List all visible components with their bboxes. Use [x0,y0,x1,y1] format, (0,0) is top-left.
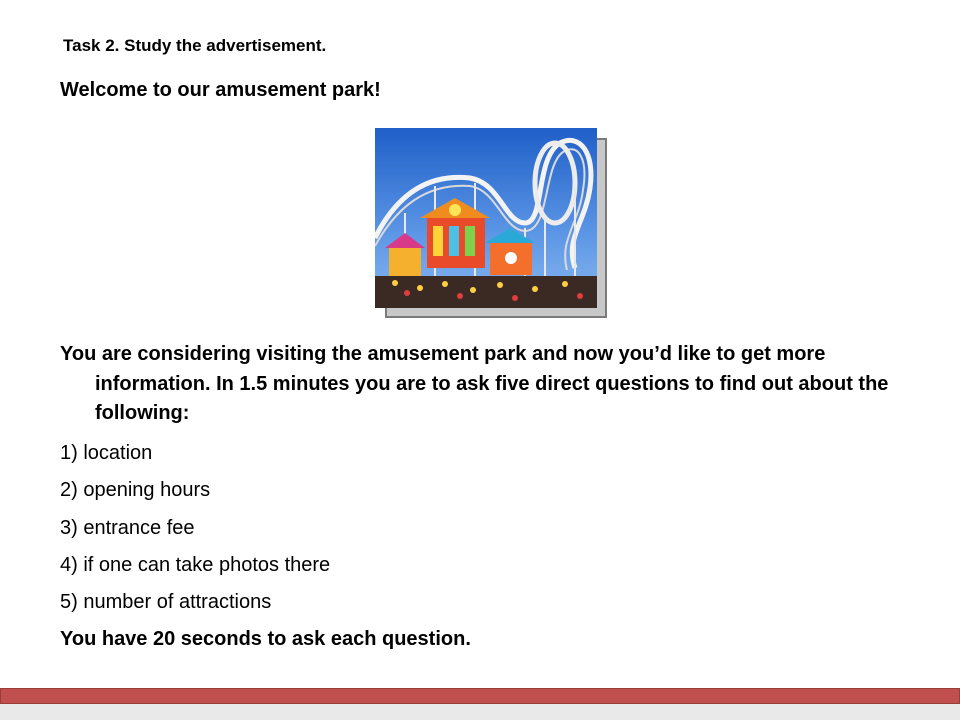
photo-image [375,128,597,308]
question-topic-item: 5) number of attractions [60,591,272,613]
footer-band [0,704,960,720]
task-instructions: You are considering visiting the amusement park and now you’d like to get more information. In 1.5 minutes you are to ask five direct questions to find out about the following: [60,343,889,424]
task-title: Task 2. Study the advertisement. [63,36,327,55]
advertisement-heading: Welcome to our amusement park! [60,79,381,101]
question-topic-item: 4) if one can take photos there [60,554,331,576]
time-limit-note: You have 20 seconds to ask each question. [60,628,471,650]
footer-accent-bar [0,688,960,704]
question-topic-item: 1) location [60,442,153,464]
question-topic-item: 2) opening hours [60,479,211,501]
question-topic-item: 3) entrance fee [60,517,195,539]
amusement-park-photo [375,128,609,320]
